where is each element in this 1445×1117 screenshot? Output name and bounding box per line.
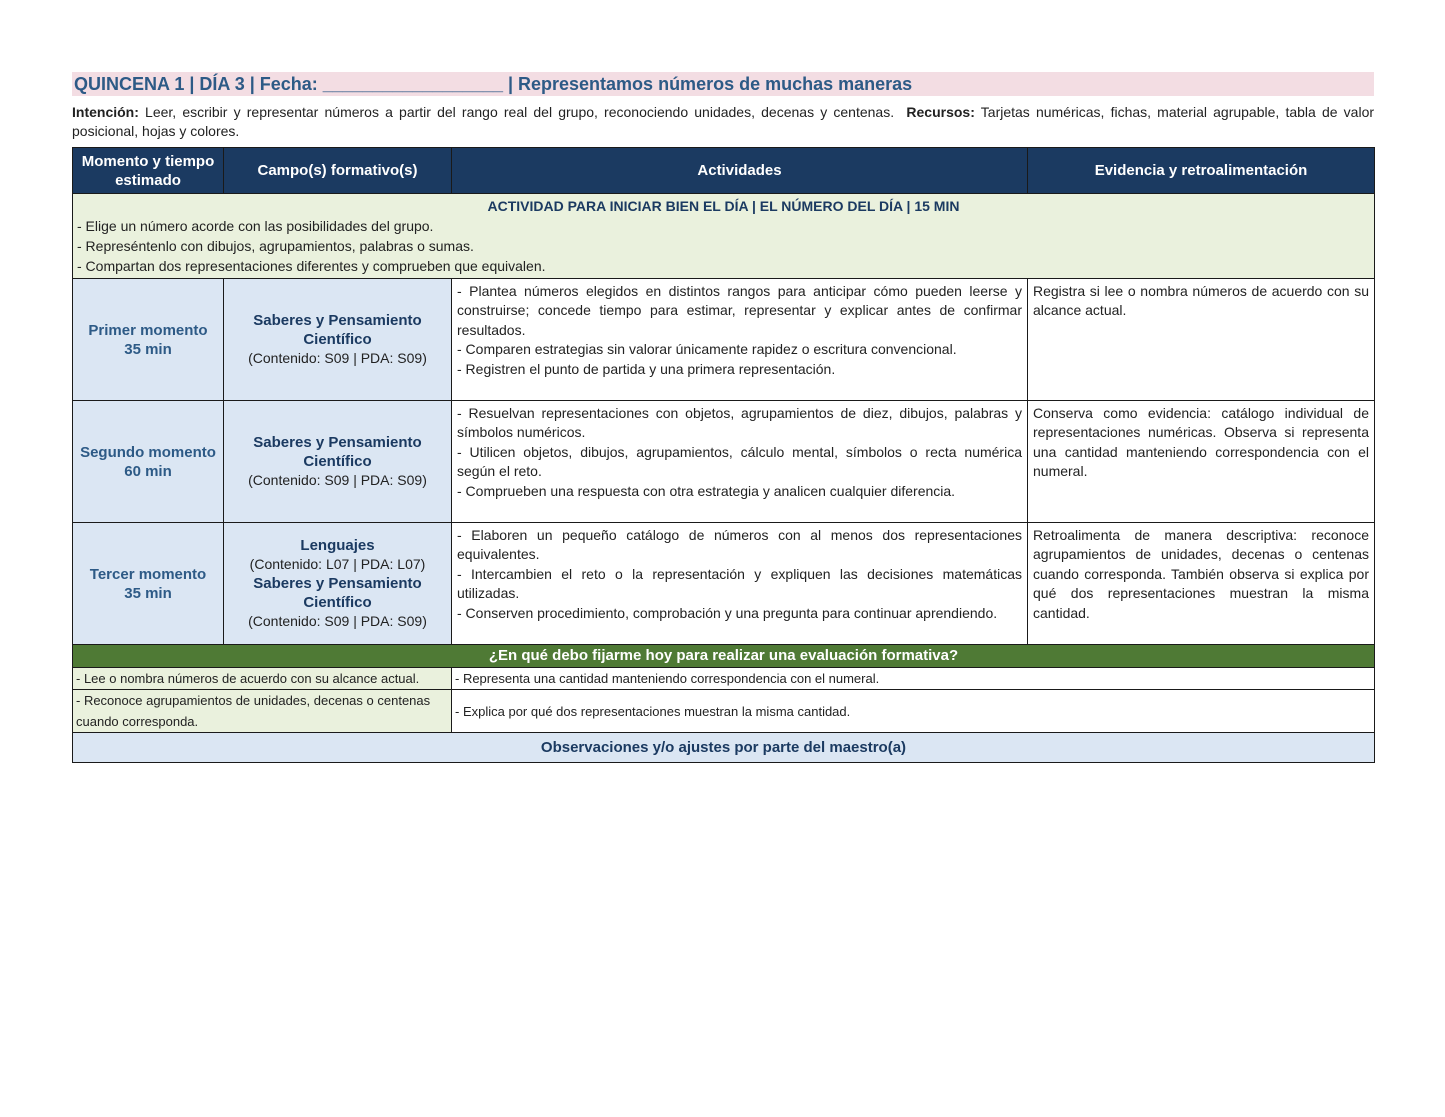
evaluation-item: - Explica por qué dos representaciones muestran la misma cantidad. xyxy=(452,690,1375,733)
moment-name: Tercer momento xyxy=(89,565,207,583)
activities-cell xyxy=(452,279,1028,401)
campo-content: (Contenido: S09 | PDA: S09) xyxy=(248,472,427,488)
moment-name: Primer momento xyxy=(88,321,208,339)
moment-row-2 xyxy=(73,401,1375,523)
header-evidencia: Evidencia y retroalimentación xyxy=(1028,148,1375,194)
campo-cell xyxy=(224,401,452,523)
evaluation-title: ¿En qué debo fijarme hoy para realizar una evaluación formativa? xyxy=(73,645,1375,668)
evidence-cell: Conserva como evidencia: catálogo individual de representaciones numéricas. Observa si representa una cantidad manteniendo correspondencia con el numeral. xyxy=(1028,401,1375,523)
start-line: - Elige un número acorde con las posibilidades del grupo. xyxy=(77,218,434,234)
page-title: QUINCENA 1 | DÍA 3 | Fecha: __________________ | Representamos números de muchas maneras xyxy=(72,72,1374,96)
moment-cell xyxy=(73,279,224,401)
moment-time: 60 min xyxy=(124,462,172,480)
evaluation-item: - Lee o nombra números de acuerdo con su alcance actual. xyxy=(73,668,452,690)
campo-cell xyxy=(224,279,452,401)
header-momento: Momento y tiempo estimado xyxy=(73,148,224,194)
evaluation-header-row xyxy=(73,645,1375,668)
plan-table xyxy=(72,147,1375,763)
recursos-text: Tarjetas numéricas, fichas, material agrupable, tabla de valor posicional, hojas y colores. xyxy=(72,104,1375,139)
intencion-label: Intención: xyxy=(72,104,139,120)
campo-name: Saberes y Pensamiento Científico xyxy=(253,312,422,348)
evaluation-row-2 xyxy=(73,690,1375,733)
moment-name: Segundo momento xyxy=(80,443,216,461)
activity-item: - Comprueben una respuesta con otra estrategia y analicen cualquier diferencia. xyxy=(457,482,956,499)
header-actividades: Actividades xyxy=(452,148,1028,194)
campo-content: (Contenido: L07 | PDA: L07) xyxy=(249,556,426,572)
activity-item: - Plantea números elegidos en distintos rangos para anticipar cómo pueden leerse y construirse; concede tiempo para estimar, representar y explicar antes de confirmar resultados. xyxy=(457,283,1022,338)
evaluation-item: - Reconoce agrupamientos de unidades, decenas o centenas cuando corresponda. xyxy=(73,690,452,733)
recursos-label: Recursos: xyxy=(906,104,975,120)
moment-row-3 xyxy=(73,523,1375,645)
table-header-row xyxy=(73,148,1375,194)
campo-name: Lenguajes xyxy=(300,537,375,554)
moment-cell xyxy=(73,523,224,645)
activity-item: - Resuelvan representaciones con objetos, agrupamientos de diez, dibujos, palabras y símbolos numéricos. xyxy=(457,405,1022,441)
start-line: - Represéntenlo con dibujos, agrupamientos, palabras o sumas. xyxy=(77,238,474,254)
campo-content: (Contenido: S09 | PDA: S09) xyxy=(248,613,427,629)
intencion-text: Leer, escribir y representar números a partir del rango real del grupo, reconociendo unidades, decenas y centenas. xyxy=(145,104,895,120)
evidence-cell: Registra si lee o nombra números de acuerdo con su alcance actual. xyxy=(1028,279,1375,401)
observations-row xyxy=(73,733,1375,763)
start-activity-cell xyxy=(73,194,1375,279)
activity-item: - Conserven procedimiento, comprobación y una pregunta para continuar aprendiendo. xyxy=(457,604,998,621)
activity-item: - Utilicen objetos, dibujos, agrupamientos, cálculo mental, símbolos o recta numérica según el reto. xyxy=(457,443,1022,480)
start-activity-row xyxy=(73,194,1375,279)
start-line: - Compartan dos representaciones diferentes y comprueben que equivalen. xyxy=(77,258,546,274)
moment-time: 35 min xyxy=(124,340,172,358)
moment-cell xyxy=(73,401,224,523)
campo-content: (Contenido: S09 | PDA: S09) xyxy=(248,350,427,366)
evaluation-row-1 xyxy=(73,668,1375,690)
activities-cell xyxy=(452,523,1028,645)
campo-cell xyxy=(224,523,452,645)
lesson-plan-page xyxy=(72,72,1374,763)
activity-item: - Comparen estrategias sin valorar únicamente rapidez o escritura convencional. xyxy=(457,341,957,358)
header-campo: Campo(s) formativo(s) xyxy=(224,148,452,194)
activity-item: - Registren el punto de partida y una primera representación. xyxy=(457,360,836,377)
activity-item: - Intercambien el reto o la representación y expliquen las decisiones matemáticas utilizadas. xyxy=(457,565,1022,602)
campo-name: Saberes y Pensamiento Científico xyxy=(253,434,422,470)
campo-name: Saberes y Pensamiento Científico xyxy=(253,575,422,611)
moment-row-1 xyxy=(73,279,1375,401)
moment-time: 35 min xyxy=(124,584,172,602)
observations-title: Observaciones y/o ajustes por parte del maestro(a) xyxy=(73,733,1375,763)
start-activity-title: ACTIVIDAD PARA INICIAR BIEN EL DÍA | EL NÚMERO DEL DÍA | 15 MIN xyxy=(487,198,960,214)
evaluation-item: - Representa una cantidad manteniendo correspondencia con el numeral. xyxy=(452,668,1375,690)
activity-item: - Elaboren un pequeño catálogo de números con al menos dos representaciones equivalentes. xyxy=(457,527,1022,563)
activities-cell xyxy=(452,401,1028,523)
evidence-cell: Retroalimenta de manera descriptiva: reconoce agrupamientos de unidades, decenas o centenas cuando corresponda. También observa si explica por qué dos representaciones muestran la misma cantidad. xyxy=(1028,523,1375,645)
intro-paragraph xyxy=(72,103,1374,141)
